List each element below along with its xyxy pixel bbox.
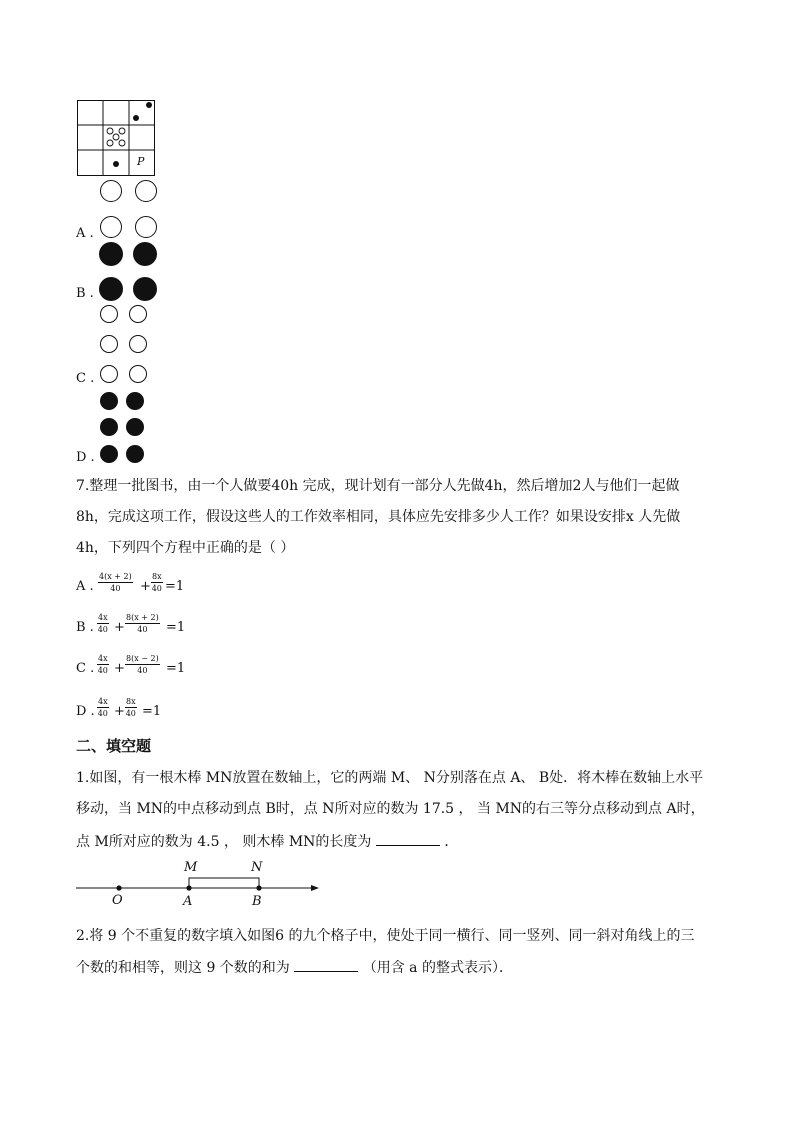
option-d-circle xyxy=(126,445,144,463)
label-a: A xyxy=(183,894,193,909)
option-label: D . xyxy=(76,704,95,719)
point-a xyxy=(186,885,191,890)
label-n: N xyxy=(251,860,263,875)
option-a-circle xyxy=(135,180,157,202)
option-a-label: A . xyxy=(76,226,94,241)
open-dot xyxy=(119,140,125,146)
fill1-line-1: 1.如图，有一根木棒 MN放置在数轴上，它的两端 M、 N分别落在点 A、 B处．将木棒在数轴上水平 xyxy=(76,770,704,786)
option-c-label: C . xyxy=(76,371,95,386)
fill1-line-3-text: 点 M所对应的数为 4.5 ， 则木棒 MN的长度为 xyxy=(76,834,372,850)
filled-dot xyxy=(133,115,139,121)
point-b xyxy=(256,885,261,890)
plus-sign: + xyxy=(114,661,125,676)
option-label: C . xyxy=(76,661,95,676)
option-b-circle xyxy=(99,242,123,266)
fill1-line-3-end: ． xyxy=(444,834,459,850)
option-c-circle xyxy=(129,335,147,353)
number-line-figure xyxy=(76,858,326,910)
plus-sign: + xyxy=(140,579,151,594)
fraction: $\frac{8x}{40}$ xyxy=(151,572,162,593)
option-c-circle xyxy=(100,335,118,353)
filled-dot xyxy=(146,102,152,108)
section-title: 二、填空题 xyxy=(76,737,152,755)
q7-line-2: 8h，完成这项工作，假设这些人的工作效率相同，具体应先安排多少人工作？如果设安排x 人先做 xyxy=(76,509,681,525)
option-d-circle xyxy=(100,392,118,410)
p-label: P xyxy=(137,155,145,168)
option-d-circle xyxy=(100,418,118,436)
fraction: $\frac{4(x + 2)}{40}$ xyxy=(99,572,132,593)
q6-grid-figure xyxy=(77,100,155,176)
option-c-circle xyxy=(100,365,118,383)
option-c-circle xyxy=(129,305,147,323)
label-b: B xyxy=(252,894,262,909)
fill2-line-1: 2.将 9 个不重复的数字填入如图6 的九个格子中，使处于同一横行、同一竖列、同一斜对角线上的三 xyxy=(76,928,695,944)
option-b-circle xyxy=(133,277,157,301)
option-b-circle xyxy=(133,242,157,266)
option-label: B . xyxy=(76,620,94,635)
rhs: =1 xyxy=(166,620,186,635)
fill2-line-2 xyxy=(76,958,513,976)
option-a-circle xyxy=(100,216,122,238)
fraction: $\frac{4x}{40}$ xyxy=(97,654,108,675)
fraction: $\frac{8(x - 2)}{40}$ xyxy=(126,654,159,675)
filled-dot xyxy=(113,161,119,167)
q7-option-a xyxy=(76,570,276,602)
option-label: A . xyxy=(76,579,94,594)
answer-blank[interactable] xyxy=(376,832,440,846)
rhs: =1 xyxy=(166,661,186,676)
open-dot xyxy=(107,128,113,134)
rhs: =1 xyxy=(165,579,185,594)
fill2-line-2-text: 个数的和相等，则这 9 个数的和为 xyxy=(76,960,290,976)
rhs: =1 xyxy=(142,704,162,719)
option-c-circle xyxy=(100,305,118,323)
option-c-circle xyxy=(129,365,147,383)
q7-option-b xyxy=(76,611,276,643)
option-b-label: B . xyxy=(76,286,94,301)
fraction: $\frac{4x}{40}$ xyxy=(97,613,108,634)
q7-line-3: 4h，下列四个方程中正确的是（ ） xyxy=(76,540,295,556)
option-b-circle xyxy=(99,277,123,301)
q7-option-d xyxy=(76,695,276,727)
option-a-circle xyxy=(100,180,122,202)
plus-sign: + xyxy=(114,704,125,719)
open-dot xyxy=(119,128,125,134)
label-o: O xyxy=(112,893,123,908)
fill1-line-2: 移动，当 MN的中点移动到点 B时，点 N所对应的数为 17.5 ， 当 MN的右三等分点移动到点 A时， xyxy=(76,801,705,817)
fraction: $\frac{8x}{40}$ xyxy=(125,697,136,718)
q7-option-c xyxy=(76,652,276,684)
q7-line-1: 7.整理一批图书，由一个人做要40h 完成，现计划有一部分人先做4h，然后增加2人与他们一起做 xyxy=(76,478,680,494)
fraction: $\frac{4x}{40}$ xyxy=(97,697,108,718)
option-d-circle xyxy=(126,418,144,436)
answer-blank[interactable] xyxy=(294,958,358,972)
fill1-line-3 xyxy=(76,832,458,850)
option-a-circle xyxy=(135,216,157,238)
open-dot xyxy=(107,140,113,146)
point-o xyxy=(116,885,121,890)
plus-sign: + xyxy=(114,620,125,635)
open-dot xyxy=(113,134,119,140)
label-m: M xyxy=(184,860,198,875)
option-d-circle xyxy=(126,392,144,410)
option-d-label: D . xyxy=(76,450,95,465)
fraction: $\frac{8(x + 2)}{40}$ xyxy=(126,613,159,634)
fill2-line-2-end: （用含 a 的整式表示）． xyxy=(362,960,513,976)
option-d-circle xyxy=(100,445,118,463)
